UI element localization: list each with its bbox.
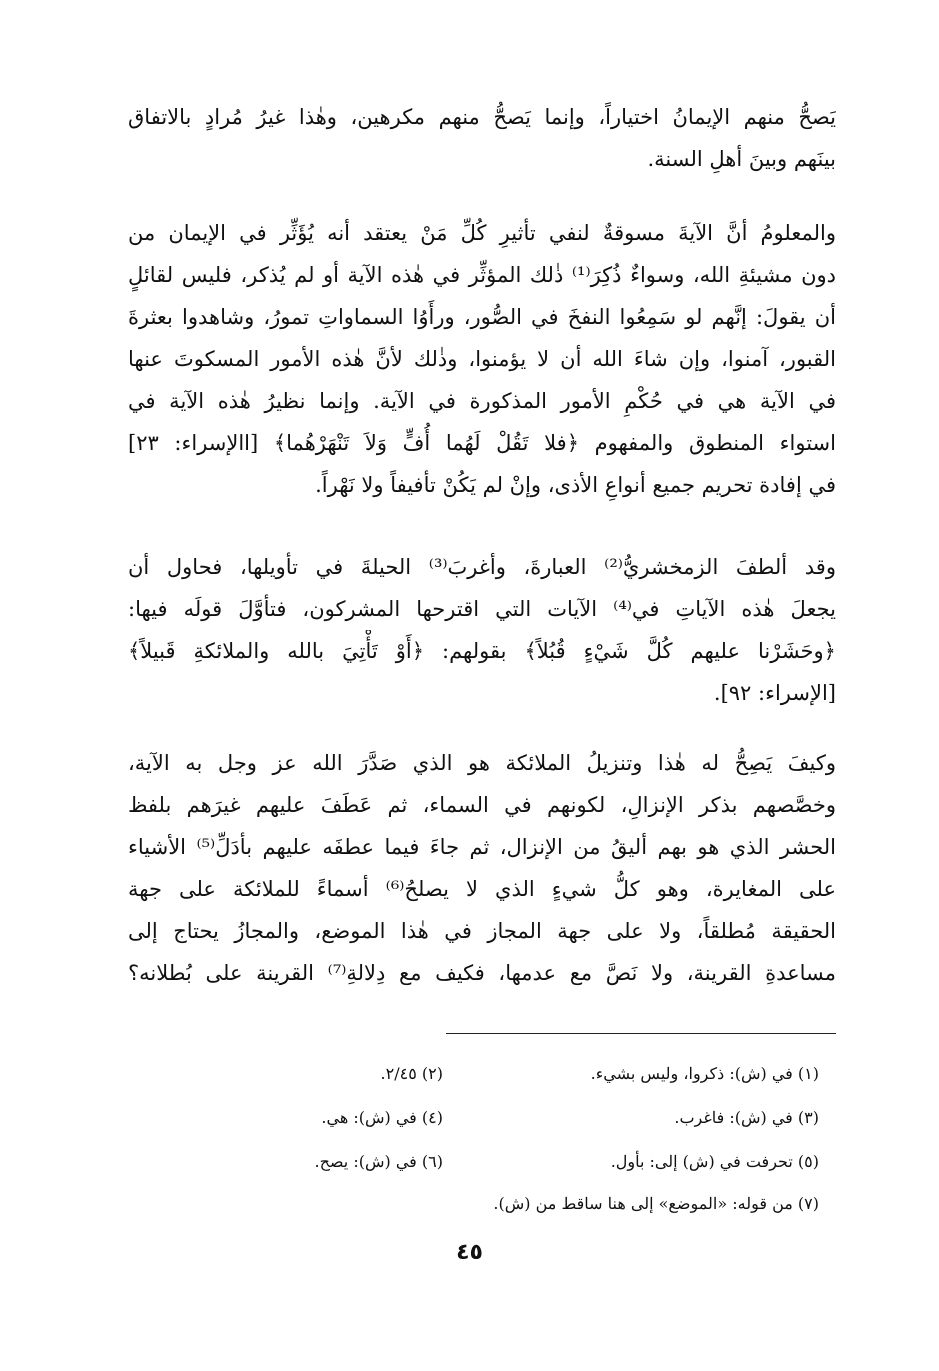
footnote-text: في (ش): يصح. <box>314 1152 417 1171</box>
footnote-text: في (ش): ذكروا، وليس بشيء. <box>590 1064 793 1083</box>
footnote-5 <box>611 1150 819 1174</box>
text-line: في الآية هي في حُكْمِ الأمور المذكورة في الآية. وإنما نظيرُ هٰذه الآية في <box>128 389 836 413</box>
footnote-4 <box>321 1106 443 1130</box>
text-line: بينَهم وبينَ أهلِ السنة. <box>647 147 836 171</box>
text-line: في إفادة تحريم جميع أنواعِ الأذى، وإنْ لم يَكُنْ تأفيفاً ولا نَهْراً. <box>315 473 836 497</box>
text-line: وقد ألطفَ الزمخشريُّ⁽²⁾ العبارةَ، وأغربَ⁽³⁾ الحيلةَ في تأويلها، فحاول أن <box>128 555 836 579</box>
footnote-divider <box>446 1033 836 1034</box>
page-number: ٤٥ <box>456 1240 483 1265</box>
footnote-text: في (ش): فاغرب. <box>674 1108 793 1127</box>
text-line: [الإسراء: ٩٢]. <box>713 681 836 705</box>
footnote-text: تحرفت في (ش) إلى: بأول. <box>610 1152 793 1171</box>
footnote-number: (٢) <box>421 1064 443 1083</box>
paragraph-4 <box>128 742 836 994</box>
text-line: يجعلَ هٰذه الآياتِ في⁽⁴⁾ الآيات التي اقترحها المشركون، فتأوَّلَ قولَه فيها: <box>128 597 836 621</box>
text-line: الحشر الذي هو بهم أليقُ من الإنزال، ثم جاءَ فيما عطفَه عليهم بأدَلِّ⁽⁵⁾ الأشياء <box>128 835 836 859</box>
footnote-3 <box>674 1106 819 1130</box>
text-line: الحقيقة مُطلقاً، ولا على جهة المجاز في هٰذا الموضع، والمجازُ يحتاج إلى <box>128 919 836 943</box>
paragraph-3 <box>128 546 836 714</box>
text-line: ﴿وحَشَرْنا عليهم كُلَّ شَيْءٍ قُبُلاً﴾ بقولهم: ﴿أَوْ تَأْتِيَ بالله والملائكةِ قَبيلاً﴾ <box>128 639 836 663</box>
footnote-6 <box>315 1150 444 1174</box>
footnote-text: ٢/٤٥. <box>380 1064 417 1083</box>
footnote-text: في (ش): هي. <box>321 1108 417 1127</box>
footnote-number: (٣) <box>797 1108 819 1127</box>
footnote-number: (٦) <box>421 1152 443 1171</box>
text-line: مساعدةِ القرينة، ولا نَصَّ مع عدمها، فكيف مع دِلالةِ⁽⁷⁾ القرينة على بُطلانه؟ <box>128 961 836 985</box>
footnote-number: (٥) <box>797 1152 819 1171</box>
text-line: على المغايرة، وهو كلُّ شيءٍ الذي لا يصلحُ⁽⁶⁾ أسماءً للملائكة على جهة <box>128 877 836 901</box>
paragraph-1 <box>128 96 836 180</box>
text-line: أن يقولَ: إنَّهم لو سَمِعُوا النفخَ في الصُّور، ورأَوُا السماواتِ تمورُ، وشاهدوا بعثرةَ <box>128 305 836 329</box>
paragraph-2 <box>128 212 836 506</box>
text-line: وخصَّصهم بذكر الإنزالِ، لكونهم في السماء، ثم عَطَفَ عليهم غيرَهم بلفظ <box>128 793 836 817</box>
text-line: وكيفَ يَصِحُّ له هٰذا وتنزيلُ الملائكة هو الذي صَدَّرَ الله عز وجل به الآية، <box>128 751 836 775</box>
text-line: والمعلومُ أنَّ الآيةَ مسوقةٌ لنفي تأثيرِ كُلِّ مَنْ يعتقد أنه يُؤَثِّر في الإيمان من <box>128 221 836 245</box>
footnote-text: من قوله: «الموضع» إلى هنا ساقط من (ش). <box>493 1194 793 1213</box>
footnote-2 <box>381 1062 443 1086</box>
text-line: استواء المنطوق والمفهوم ﴿فلا تَقُلْ لَهُما أُفٍّ وَلاَ تَنْهَرْهُما﴾ [االإسراء: ٢٣] <box>128 431 836 455</box>
text-line: يَصحُّ منهم الإيمانُ اختياراً، وإنما يَصحُّ منهم مكرهين، وهٰذا غيرُ مُرادٍ بالاتفاق <box>128 105 836 129</box>
footnote-7 <box>493 1192 819 1216</box>
footnote-number: (٧) <box>797 1194 819 1213</box>
text-line: دون مشيئةِ الله، وسواءٌ ذُكِرَ⁽¹⁾ ذٰلك المؤثِّر في هٰذه الآية أو لم يُذكر، فليس لقائلٍ <box>128 263 836 287</box>
footnote-number: (١) <box>797 1064 819 1083</box>
text-line: القبور، آمنوا، وإن شاءَ الله أن لا يؤمنوا، وذٰلك لأنَّ هٰذه الأمور المسكوتَ عنها <box>128 347 836 371</box>
footnote-1 <box>591 1062 819 1086</box>
footnote-number: (٤) <box>421 1108 443 1127</box>
